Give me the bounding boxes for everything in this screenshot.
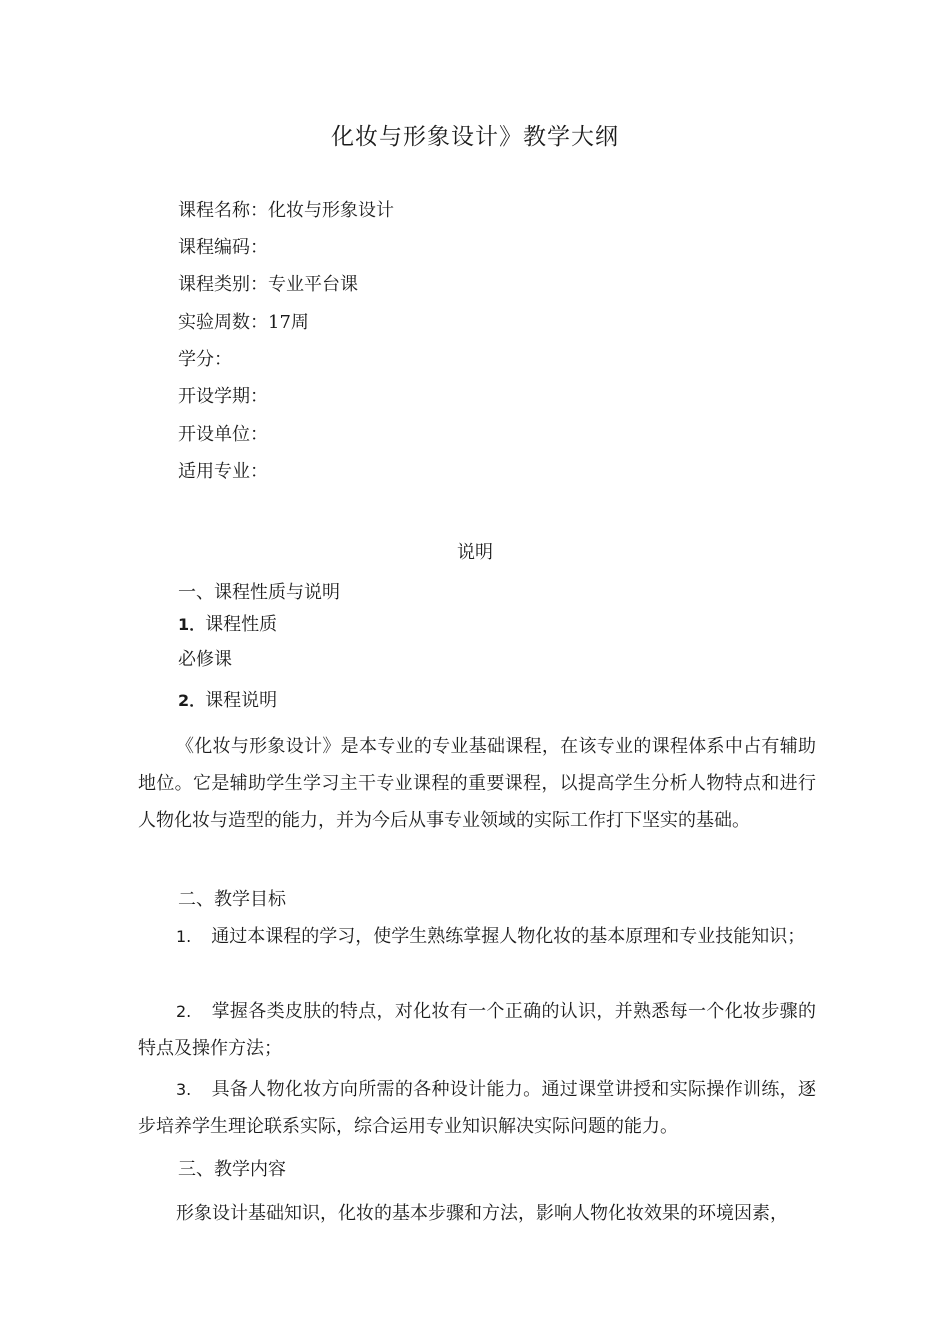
part1-heading: 一、课程性质与说明	[178, 582, 340, 603]
info-credits: 学分：	[178, 349, 232, 370]
item1-number: 1．	[178, 615, 206, 634]
item2-heading	[178, 686, 277, 712]
goal-2-text: 掌握各类皮肤的特点，对化妆有一个正确的认识，并熟悉每一个化妆步骤的特点及操作方法；	[138, 1001, 816, 1059]
goal-2	[138, 993, 816, 1067]
info-course-code: 课程编码：	[178, 237, 268, 258]
info-course-category: 课程类别：专业平台课	[178, 274, 358, 295]
item2-number: 2．	[178, 691, 206, 710]
item1-value: 必修课	[178, 649, 232, 670]
goal-1	[138, 918, 816, 955]
goal-3-text: 具备人物化妆方向所需的各种设计能力。通过课堂讲授和实际操作训练，逐步培养学生理论联系实际，综合运用专业知识解决实际问题的能力。	[138, 1079, 816, 1137]
part2-heading: 二、教学目标	[178, 889, 286, 910]
info-semester: 开设学期：	[178, 386, 268, 407]
goal-3-number: 3.	[176, 1080, 192, 1099]
part3-text: 形象设计基础知识，化妆的基本步骤和方法，影响人物化妆效果的环境因素，	[176, 1203, 788, 1224]
info-department: 开设单位：	[178, 424, 268, 445]
goal-1-number: 1.	[176, 927, 192, 946]
item1-label: 课程性质	[205, 614, 278, 635]
document-title: 化妆与形象设计》教学大纲	[331, 124, 619, 150]
info-lab-weeks: 实验周数：17周	[178, 312, 309, 333]
info-applicable-major: 适用专业：	[178, 461, 268, 482]
goal-3	[138, 1071, 816, 1145]
item2-label: 课程说明	[205, 690, 278, 711]
part3-heading: 三、教学内容	[178, 1159, 286, 1180]
course-description: 《化妆与形象设计》是本专业的专业基础课程，在该专业的课程体系中占有辅助地位。它是辅助学生学习主干专业课程的重要课程，以提高学生分析人物特点和进行人物化妆与造型的能力，并为今后从事专业领域的实际工作打下坚实的基础。	[138, 736, 816, 831]
item1-heading	[178, 610, 277, 636]
goal-1-text: 通过本课程的学习，使学生熟练掌握人物化妆的基本原理和专业技能知识；	[211, 926, 806, 947]
info-course-name: 课程名称：化妆与形象设计	[178, 200, 394, 221]
goal-2-number: 2.	[176, 1002, 192, 1021]
section-heading: 说明	[457, 542, 493, 563]
